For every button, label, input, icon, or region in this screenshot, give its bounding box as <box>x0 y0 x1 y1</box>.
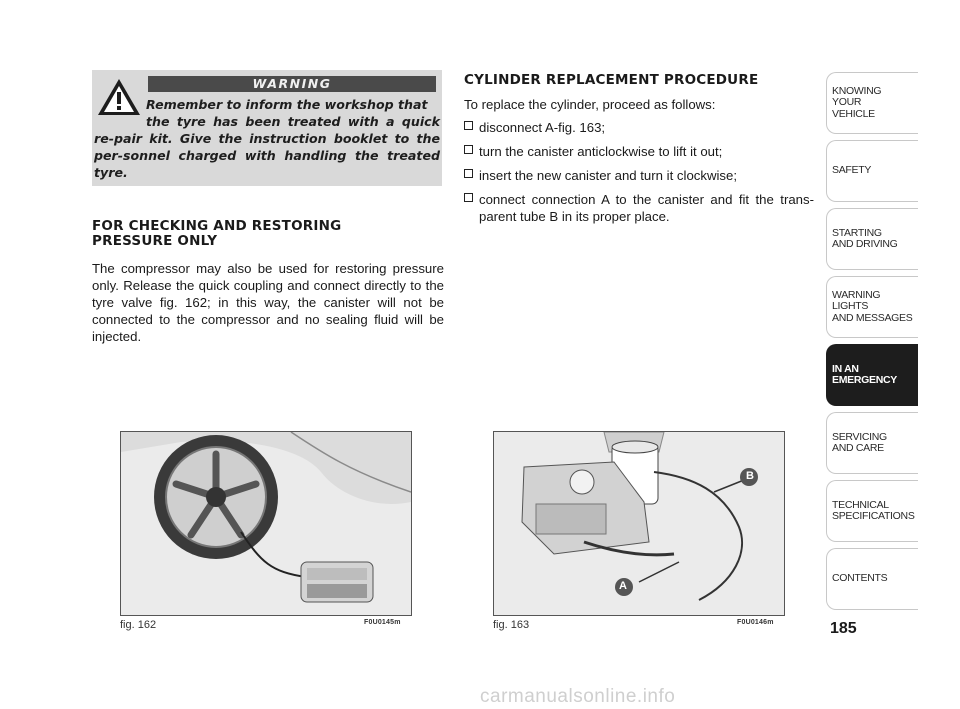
figure-163-label: fig. 163 <box>493 619 530 631</box>
checkbox-bullet-icon <box>464 193 473 202</box>
list-item: disconnect A-fig. 163; <box>464 119 814 136</box>
checkbox-bullet-icon <box>464 145 473 154</box>
callout-b: B <box>746 470 754 482</box>
page-number: 185 <box>830 620 857 637</box>
pressure-only-body: The compressor may also be used for restoring pressure only. Release the quick coupling and connect directly to the tyre valve fig. 162; in this way, the canister will not be connected to the compressor and no sealing fluid will be injected. <box>92 261 444 344</box>
figure-163-code: F0U0146m <box>737 619 774 626</box>
checkbox-bullet-icon <box>464 169 473 178</box>
warning-text: Remember to inform the workshop that the tyre has been treated with a quick re-pair kit. Give the instruction booklet to the per-sonnel charged with handling the treated tyre. <box>94 97 440 180</box>
list-item: turn the canister anticlockwise to lift it out; <box>464 143 814 160</box>
watermark: carmanualsonline.info <box>480 686 676 707</box>
cylinder-replacement-heading: CYLINDER REPLACEMENT PROCEDURE <box>464 72 759 88</box>
warning-title: WARNING <box>148 76 436 92</box>
pressure-only-heading: FOR CHECKING AND RESTORING PRESSURE ONLY <box>92 218 342 249</box>
checkbox-bullet-icon <box>464 121 473 130</box>
figure-163-image <box>493 431 785 616</box>
callout-a: A <box>619 580 627 592</box>
tab-technical-specifications[interactable]: TECHNICAL SPECIFICATIONS <box>826 480 918 542</box>
figure-162-image <box>120 431 412 616</box>
tab-starting-and-driving[interactable]: STARTING AND DRIVING <box>826 208 918 270</box>
tab-safety[interactable]: SAFETY <box>826 140 918 202</box>
list-item: connect connection A to the canister and fit the trans-parent tube B in its proper place. <box>464 191 814 225</box>
tab-in-an-emergency[interactable]: IN AN EMERGENCY <box>826 344 918 406</box>
tab-knowing-your-vehicle[interactable]: KNOWING YOUR VEHICLE <box>826 72 918 134</box>
figure-162-label: fig. 162 <box>120 619 157 631</box>
figure-162-code: F0U0145m <box>364 619 401 626</box>
list-item: insert the new canister and turn it clockwise; <box>464 167 814 184</box>
tab-warning-lights-and-messages[interactable]: WARNING LIGHTS AND MESSAGES <box>826 276 918 338</box>
cylinder-replacement-steps <box>464 119 814 232</box>
tab-contents[interactable]: CONTENTS <box>826 548 918 610</box>
tab-servicing-and-care[interactable]: SERVICING AND CARE <box>826 412 918 474</box>
cylinder-replacement-intro: To replace the cylinder, proceed as follows: <box>464 97 716 112</box>
